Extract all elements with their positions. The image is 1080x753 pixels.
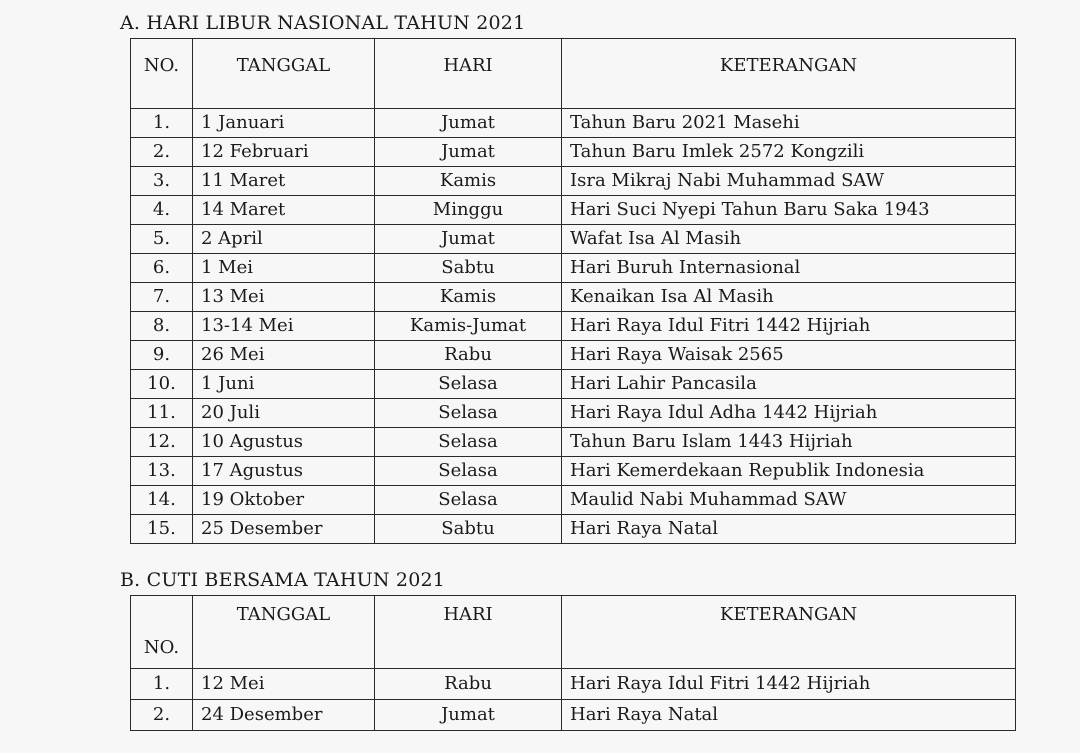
cell-keterangan: Maulid Nabi Muhammad SAW [562, 486, 1016, 515]
cell-tanggal: 19 Oktober [193, 486, 375, 515]
cell-hari: Kamis-Jumat [375, 312, 562, 341]
national-holidays-table [130, 38, 1016, 544]
cell-hari: Kamis [375, 283, 562, 312]
table-row [131, 428, 1016, 457]
cell-tanggal: 25 Desember [193, 515, 375, 544]
table-row [131, 283, 1016, 312]
table-row [131, 515, 1016, 544]
cell-tanggal: 13-14 Mei [193, 312, 375, 341]
header-keterangan: KETERANGAN [562, 596, 1016, 669]
cell-no: 1. [131, 669, 193, 700]
cell-no: 1. [131, 109, 193, 138]
cell-hari: Rabu [375, 341, 562, 370]
cell-keterangan: Tahun Baru Imlek 2572 Kongzili [562, 138, 1016, 167]
table-row [131, 700, 1016, 731]
cell-hari: Selasa [375, 399, 562, 428]
cell-hari: Jumat [375, 225, 562, 254]
cell-hari: Jumat [375, 109, 562, 138]
cell-keterangan: Hari Raya Idul Fitri 1442 Hijriah [562, 669, 1016, 700]
table-header-row [131, 596, 1016, 669]
cell-hari: Minggu [375, 196, 562, 225]
cell-no: 5. [131, 225, 193, 254]
cell-no: 2. [131, 700, 193, 731]
cell-hari: Selasa [375, 486, 562, 515]
cell-keterangan: Hari Lahir Pancasila [562, 370, 1016, 399]
cell-no: 8. [131, 312, 193, 341]
cell-tanggal: 10 Agustus [193, 428, 375, 457]
cell-no: 9. [131, 341, 193, 370]
cell-keterangan: Hari Raya Idul Adha 1442 Hijriah [562, 399, 1016, 428]
cell-hari: Selasa [375, 428, 562, 457]
header-no: NO. [131, 39, 193, 109]
cell-no: 11. [131, 399, 193, 428]
table-row [131, 399, 1016, 428]
cell-tanggal: 13 Mei [193, 283, 375, 312]
cell-no: 15. [131, 515, 193, 544]
section-b-title: B. CUTI BERSAMA TAHUN 2021 [120, 569, 446, 591]
cell-keterangan: Hari Raya Natal [562, 515, 1016, 544]
cell-hari: Jumat [375, 700, 562, 731]
cell-keterangan: Hari Kemerdekaan Republik Indonesia [562, 457, 1016, 486]
table-row [131, 370, 1016, 399]
table-row [131, 341, 1016, 370]
table-row [131, 312, 1016, 341]
header-tanggal: TANGGAL [193, 39, 375, 109]
cell-tanggal: 11 Maret [193, 167, 375, 196]
cell-no: 13. [131, 457, 193, 486]
cell-keterangan: Kenaikan Isa Al Masih [562, 283, 1016, 312]
cell-hari: Jumat [375, 138, 562, 167]
cell-no: 14. [131, 486, 193, 515]
cell-keterangan: Hari Raya Waisak 2565 [562, 341, 1016, 370]
cell-hari: Sabtu [375, 254, 562, 283]
cell-keterangan: Hari Raya Natal [562, 700, 1016, 731]
cell-no: 12. [131, 428, 193, 457]
cell-no: 3. [131, 167, 193, 196]
cell-no: 7. [131, 283, 193, 312]
cell-keterangan: Tahun Baru Islam 1443 Hijriah [562, 428, 1016, 457]
cell-tanggal: 12 Mei [193, 669, 375, 700]
table-row [131, 138, 1016, 167]
table-row [131, 196, 1016, 225]
cell-tanggal: 2 April [193, 225, 375, 254]
cell-keterangan: Isra Mikraj Nabi Muhammad SAW [562, 167, 1016, 196]
cell-keterangan: Hari Raya Idul Fitri 1442 Hijriah [562, 312, 1016, 341]
cell-hari: Kamis [375, 167, 562, 196]
table-row [131, 167, 1016, 196]
table-row [131, 486, 1016, 515]
cell-hari: Rabu [375, 669, 562, 700]
cell-tanggal: 12 Februari [193, 138, 375, 167]
cell-keterangan: Hari Suci Nyepi Tahun Baru Saka 1943 [562, 196, 1016, 225]
cell-tanggal: 14 Maret [193, 196, 375, 225]
table-row [131, 109, 1016, 138]
cell-hari: Sabtu [375, 515, 562, 544]
cell-tanggal: 17 Agustus [193, 457, 375, 486]
cell-tanggal: 1 Juni [193, 370, 375, 399]
cell-tanggal: 1 Mei [193, 254, 375, 283]
cell-tanggal: 26 Mei [193, 341, 375, 370]
cell-no: 10. [131, 370, 193, 399]
cell-keterangan: Hari Buruh Internasional [562, 254, 1016, 283]
cell-keterangan: Tahun Baru 2021 Masehi [562, 109, 1016, 138]
cell-no: 6. [131, 254, 193, 283]
cell-keterangan: Wafat Isa Al Masih [562, 225, 1016, 254]
table-header-row [131, 39, 1016, 109]
cell-no: 2. [131, 138, 193, 167]
header-hari: HARI [375, 596, 562, 669]
cell-tanggal: 20 Juli [193, 399, 375, 428]
cell-no: 4. [131, 196, 193, 225]
cell-tanggal: 24 Desember [193, 700, 375, 731]
table-row [131, 669, 1016, 700]
header-tanggal: TANGGAL [193, 596, 375, 669]
header-no: NO. [131, 596, 193, 669]
header-hari: HARI [375, 39, 562, 109]
joint-leave-table [130, 595, 1016, 731]
header-keterangan: KETERANGAN [562, 39, 1016, 109]
cell-tanggal: 1 Januari [193, 109, 375, 138]
cell-hari: Selasa [375, 457, 562, 486]
table-row [131, 457, 1016, 486]
table-row [131, 254, 1016, 283]
cell-hari: Selasa [375, 370, 562, 399]
section-a-title: A. HARI LIBUR NASIONAL TAHUN 2021 [120, 12, 526, 34]
table-row [131, 225, 1016, 254]
